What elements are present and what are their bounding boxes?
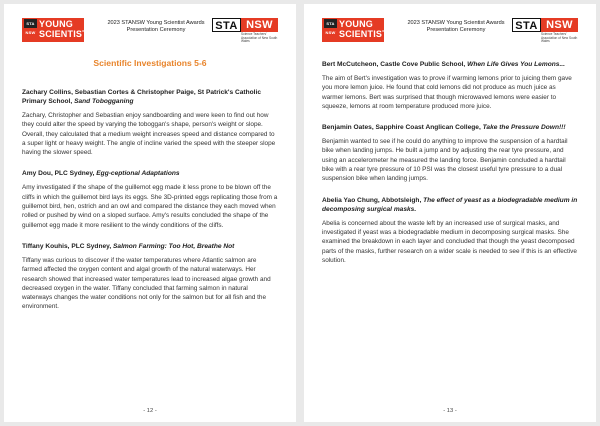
header-title: 2023 STANSW Young Scientist Awards Presentation Ceremony (107, 20, 205, 34)
entry-heading: Bert McCutcheon, Castle Cove Public School, When Life Gives You Lemons... (322, 61, 565, 68)
header-title: 2023 STANSW Young Scientist Awards Presentation Ceremony (407, 20, 505, 34)
section-title: Scientific Investigations 5-6 (93, 58, 207, 68)
page-header (22, 18, 278, 52)
page-content (22, 58, 278, 324)
entry-heading: Tiffany Kouhis, PLC Sydney, Salmon Farming: Too Hot, Breathe Not (22, 242, 235, 250)
stansw-logo: STA NSW Science Teachers' Association of New South Wales (212, 18, 278, 44)
entry (322, 123, 578, 183)
entry-heading: Benjamin Oates, Sapphire Coast Anglican College, Take the Pressure Down!!! (322, 124, 566, 132)
entry-heading: Zachary Collins, Sebastian Cortes & Christopher Paige, St Patrick's Catholic Primary School, Sand Tobogganing (22, 89, 262, 105)
entry (322, 196, 578, 265)
entry (22, 169, 278, 229)
entry-body: Amy investigated if the shape of the guillemot egg made it less prone to be blown off the cliffs in which the guillemot bird lays its eggs. She 3D-printed eggs replicating those from a guillemot bird, hen, ostrich and an owl and compared the distance they each moved when rolled or pushed by wind on a sloped surface. Amy's results concluded the shape of the guillemot egg made it more resilient to the windy conditions of the cliffs. (22, 184, 278, 229)
entry-body: Zachary, Christopher and Sebastian enjoy sandboarding and were keen to find out how they could alter the speed by varying the toboggan's shape, person's weight or slope. Overall, they calculated that a medium weight increases speed and distance compared to a super light or heavy weight. The angle of incline varied the speed with the steeper slope having the slower speed. (22, 112, 276, 157)
entry (22, 242, 278, 312)
page-number: - 13 - (443, 408, 457, 414)
young-scientist-logo: STA NSW YOUNG SCIENTIST (322, 18, 384, 42)
entry (322, 60, 578, 111)
entry-heading: Abelia Yao Chung, Abbotsleigh, The effect of yeast as a biodegradable medium in decomposing surgical masks. (322, 196, 578, 213)
entry-body: Abelia is concerned about the waste left by an increased use of surgical masks, and investigated if yeast was a biodegradable medium in decomposing surgical masks. She examined the breakdown in each layer and concluded that though the yeast decomposed parts of the masks, further research on a wider scale is needed to see if this is an effective solution. (322, 219, 577, 264)
page-header (322, 18, 578, 52)
page-12 (4, 4, 296, 422)
entry-body: The aim of Bert's investigation was to prove if warming lemons prior to juicing them gave you more lemon juice. He found that cold lemons did not produce as much juice as warmer lemons. Bert was surprised that though microwaved lemons were easier to squeeze, lemons at room temperature produced more juice. (322, 75, 572, 110)
page-13 (304, 4, 596, 422)
page-content (322, 60, 578, 277)
entry-body: Benjamin wanted to see if he could do anything to improve the suspension of a hardtail bike when landing jumps. He built a jump and by adjusting the rear tyre pressure, and using an accelerometer he measured the landing force. Benjamin concluded a hardtail bike with a rear tyre pressure of 10 PSI was the closest useful tyre pressure to a dual suspension bike when landing jumps. (322, 138, 568, 183)
entry-heading: Amy Dou, PLC Sydney, Egg-ceptional Adaptations (22, 170, 180, 178)
entry-body: Tiffany was curious to discover if the water temperatures where Atlantic salmon are farmed affected the oxygen content and algal growth of the natural waterways. Her research showed that increased water temperatures lead to increased algae growth and decreased oxygen in the water. Tiffany concluded that farming salmon in natural waterways changes the water conditions not only for the salmon but for all fish and the environment. (22, 256, 271, 311)
stansw-logo: STA NSW Science Teachers' Association of New South Wales (512, 18, 578, 44)
entry (22, 88, 278, 157)
page-number: - 12 - (143, 408, 157, 414)
young-scientist-logo: STA NSW YOUNG SCIENTIST (22, 18, 84, 42)
